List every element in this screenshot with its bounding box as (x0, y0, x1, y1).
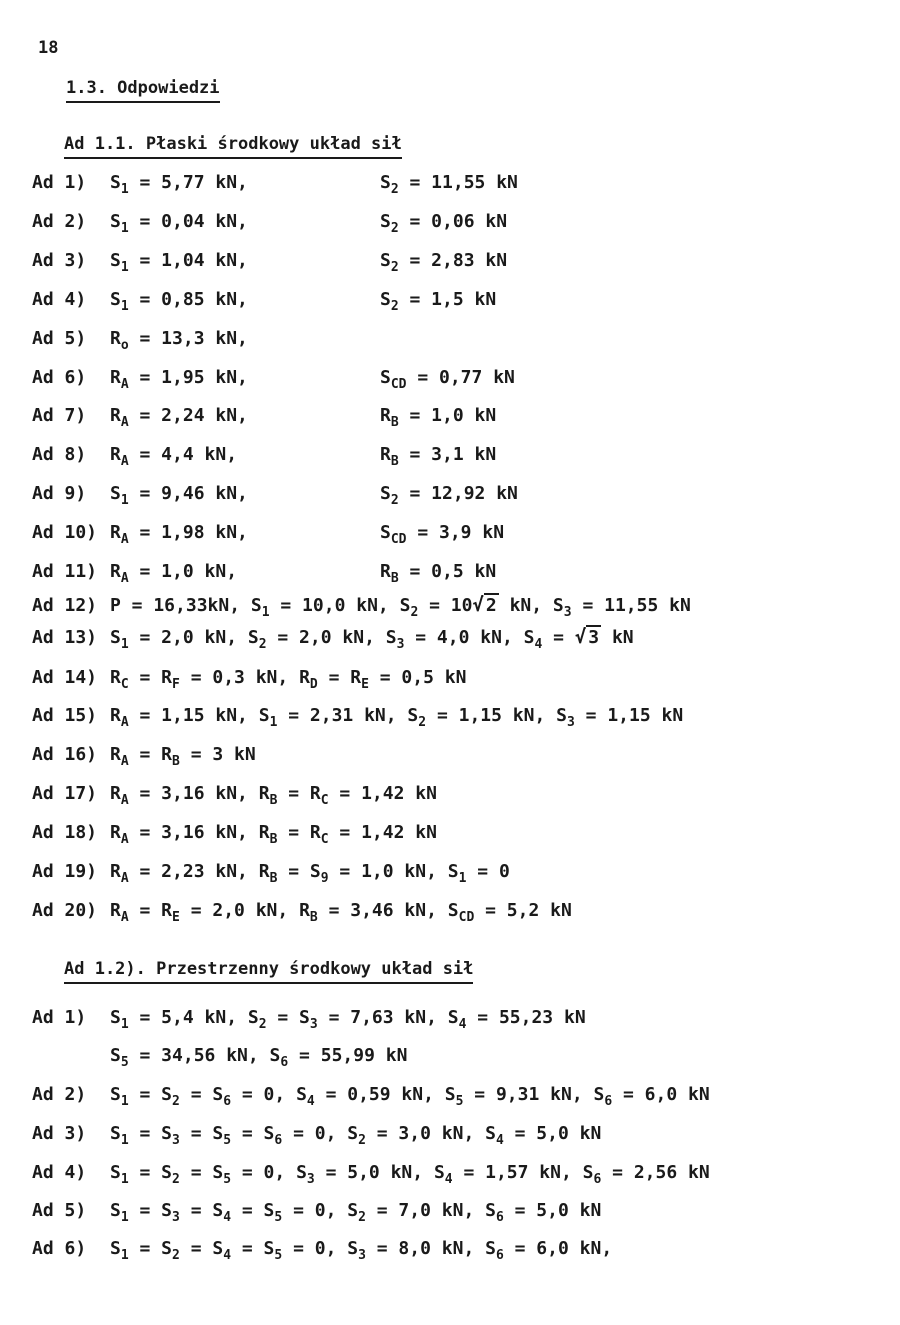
answer-row: Ad 6) $R_A = 1,95$ kN, $S_{CD} = 0,77$ kN (32, 367, 515, 392)
page-number: 18 (38, 38, 59, 58)
answer-row: Ad 1) $S_1 = 5,4$ kN, $S_2 = S_3 = 7,63$ kN, $S_4 = 55,23$ kN (32, 1007, 586, 1032)
answer-row: Ad 8) $R_A = 4,4$ kN, $R_B = 3,1$ kN (32, 444, 497, 469)
subsection-title-plane: Ad 1.1. Płaski środkowy układ sił (64, 134, 402, 159)
answer-row: Ad 7) $R_A = 2,24$ kN, $R_B = 1,0$ kN (32, 405, 497, 430)
answer-row: Ad 5) $S_1 = S_3 = S_4 = S_5 = 0$, $S_2 = 7,0$ kN, $S_6 = 5,0$ kN (32, 1200, 602, 1225)
answer-row: Ad 12) P = 16,33kN, $S_1 = 10,0$ kN, $S_2 = 10√$ 2 kN, $S_3 = 11,55$ kN (32, 594, 691, 620)
answer-row: Ad 14) $R_C = R_F = 0,3$ kN, $R_D = R_E = 0,5$ kN (32, 667, 467, 692)
section-title: 1.3. Odpowiedzi (66, 78, 220, 103)
answer-row: Ad 9) $S_1 = 9,46$ kN, $S_2 = 12,92$ kN (32, 483, 518, 508)
answer-row: Ad 10) $R_A = 1,98$ kN, $S_{CD} = 3,9$ kN (32, 522, 505, 547)
answer-row: Ad 4) $S_1 = S_2 = S_5 = 0$, $S_3 = 5,0$ kN, $S_4 = 1,57$ kN, $S_6 = 2,56$ kN (32, 1162, 710, 1187)
answer-row: Ad 20) $R_A = R_E = 2,0$ kN, $R_B = 3,46$ kN, $S_{CD} = 5,2$ kN (32, 900, 572, 925)
answer-row: Ad 17) $R_A = 3,16$ kN, $R_B = R_C = 1,42$ kN (32, 783, 437, 808)
answer-row: Ad 2) $S_1 = 0,04$ kN, $S_2 = 0,06$ kN (32, 211, 508, 236)
answer-row: Ad 19) $R_A = 2,23$ kN, $R_B = S_9 = 1,0$ kN, $S_1 = 0$ (32, 861, 510, 886)
answer-row: Ad 2) $S_1 = S_2 = S_6 = 0$, $S_4 = 0,59$ kN, $S_5 = 9,31$ kN, $S_6 = 6,0$ kN (32, 1084, 710, 1109)
answer-row: Ad 3) $S_1 = 1,04$ kN, $S_2 = 2,83$ kN (32, 250, 508, 275)
answer-row-continued: $S_5 = 34,56$ kN, $S_6 = 55,99$ kN (110, 1045, 408, 1070)
answer-row: Ad 3) $S_1 = S_3 = S_5 = S_6 = 0$, $S_2 = 3,0$ kN, $S_4 = 5,0$ kN (32, 1123, 602, 1148)
answer-row: Ad 18) $R_A = 3,16$ kN, $R_B = R_C = 1,42$ kN (32, 822, 437, 847)
answer-row: Ad 4) $S_1 = 0,85$ kN, $S_2 = 1,5$ kN (32, 289, 497, 314)
answer-row: Ad 11) $R_A = 1,0$ kN, $R_B = 0,5$ kN (32, 561, 497, 586)
answer-row: Ad 1) $S_1 = 5,77$ kN, $S_2 = 11,55$ kN (32, 172, 518, 197)
answer-row: Ad 5) $R_o = 13,3$ kN, (32, 328, 248, 353)
answer-row: Ad 13) $S_1 = 2,0$ kN, $S_2 = 2,0$ kN, $S_3 = 4,0$ kN, $S_4$ = √ 3 kN (32, 626, 634, 652)
subsection-title-space: Ad 1.2). Przestrzenny środkowy układ sił (64, 959, 473, 984)
answer-row: Ad 15) $R_A = 1,15$ kN, $S_1 = 2,31$ kN, $S_2 = 1,15$ kN, $S_3 = 1,15$ kN (32, 705, 684, 730)
answer-row: Ad 16) $R_A = R_B = 3$ kN (32, 744, 256, 769)
answer-row: Ad 6) $S_1 = S_2 = S_4 = S_5 = 0$, $S_3 = 8,0$ kN, $S_6 = 6,0$ kN, (32, 1238, 613, 1263)
